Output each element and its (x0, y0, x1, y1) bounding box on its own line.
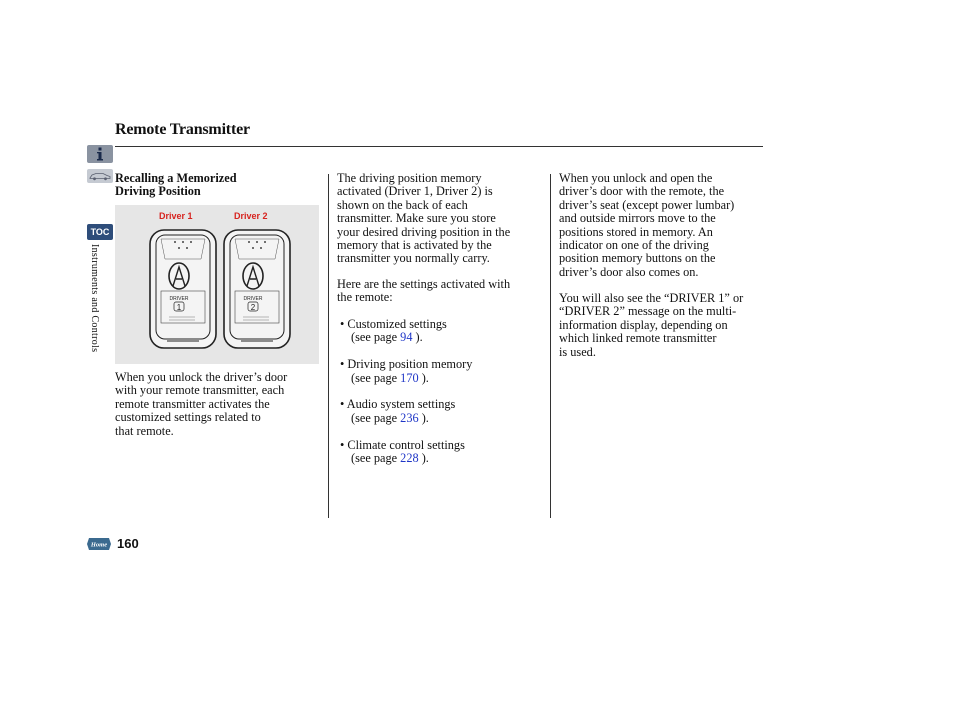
see-page-close: ). (418, 370, 429, 385)
list-item-label: • Audio system settings (340, 397, 456, 412)
see-page-close: ). (412, 330, 423, 345)
page-link-236[interactable]: 236 (400, 410, 419, 425)
list-item-label: • Customized settings (340, 317, 447, 331)
subheading-line-1: Recalling a Memorized (115, 171, 237, 185)
list-item (340, 358, 545, 385)
col2-paragraph-1: The driving position memory activated (Driver 1, Driver 2) is shown on the back of each transmitter. Make sure you store your desired driving position in the memory that is activated by the transmitter you normally carry. (337, 171, 511, 266)
page-link-170[interactable]: 170 (400, 370, 419, 385)
list-item (340, 439, 545, 466)
home-label: Home (90, 541, 108, 549)
col2-paragraph-2: Here are the settings activated with the remote: (337, 277, 511, 305)
see-page-text: (see page (351, 451, 401, 466)
vehicle-index-button[interactable] (87, 169, 113, 183)
see-page-text: (see page (351, 370, 401, 385)
key-fob-2 (223, 229, 291, 349)
see-page-close: ). (418, 410, 429, 425)
list-item-label: • Climate control settings (340, 437, 465, 452)
see-page-text: (see page (351, 410, 401, 425)
key-fob-1 (149, 229, 217, 349)
section-label-text: Instruments and Controls (89, 244, 100, 353)
key-1-text: DRIVER (169, 296, 189, 302)
key-1-number: 1 (176, 303, 182, 312)
driver-1-label: Driver 1 (159, 211, 193, 221)
driver-2-label: Driver 2 (234, 211, 268, 221)
column-divider-2 (550, 174, 551, 518)
page-link-94[interactable]: 94 (400, 330, 413, 345)
subheading (115, 172, 315, 199)
col3-paragraph-2: You will also see the “DRIVER 1” or “DRIVER 2” message on the multi- information display, depending on which linked remote transmitter is used. (559, 291, 744, 359)
page-title: Remote Transmitter (115, 121, 250, 138)
list-item (340, 318, 545, 345)
info-button[interactable] (87, 145, 113, 163)
key-2-number: 2 (250, 303, 256, 312)
col1-paragraph: When you unlock the driver’s door with your remote transmitter, each remote transmitter activates the customized settings related to that remote. (115, 370, 288, 438)
list-item (340, 398, 545, 425)
list-item-label: • Driving position memory (340, 357, 473, 372)
col3-paragraph-1: When you unlock and open the driver’s door with the remote, the driver’s seat (except power lumbar) and outside mirrors move to the positions stored in memory. An indicator on one of the driving position memory buttons on the driver’s door also comes on. (559, 171, 735, 279)
home-icon (86, 537, 112, 551)
subheading-line-2: Driving Position (115, 184, 201, 199)
toc-button[interactable]: TOC (87, 224, 113, 240)
key-2-text: DRIVER (243, 296, 263, 302)
section-label (89, 244, 103, 374)
home-button[interactable] (86, 537, 112, 551)
page-link-228[interactable]: 228 (400, 451, 419, 466)
page-number: 160 (117, 536, 139, 551)
key-figure (115, 205, 319, 364)
car-icon (88, 171, 112, 181)
see-page-text: (see page (351, 330, 401, 345)
title-rule (115, 146, 763, 147)
settings-list (340, 318, 545, 465)
see-page-close: ). (418, 451, 429, 466)
column-divider-1 (328, 174, 329, 518)
info-icon (95, 147, 105, 161)
